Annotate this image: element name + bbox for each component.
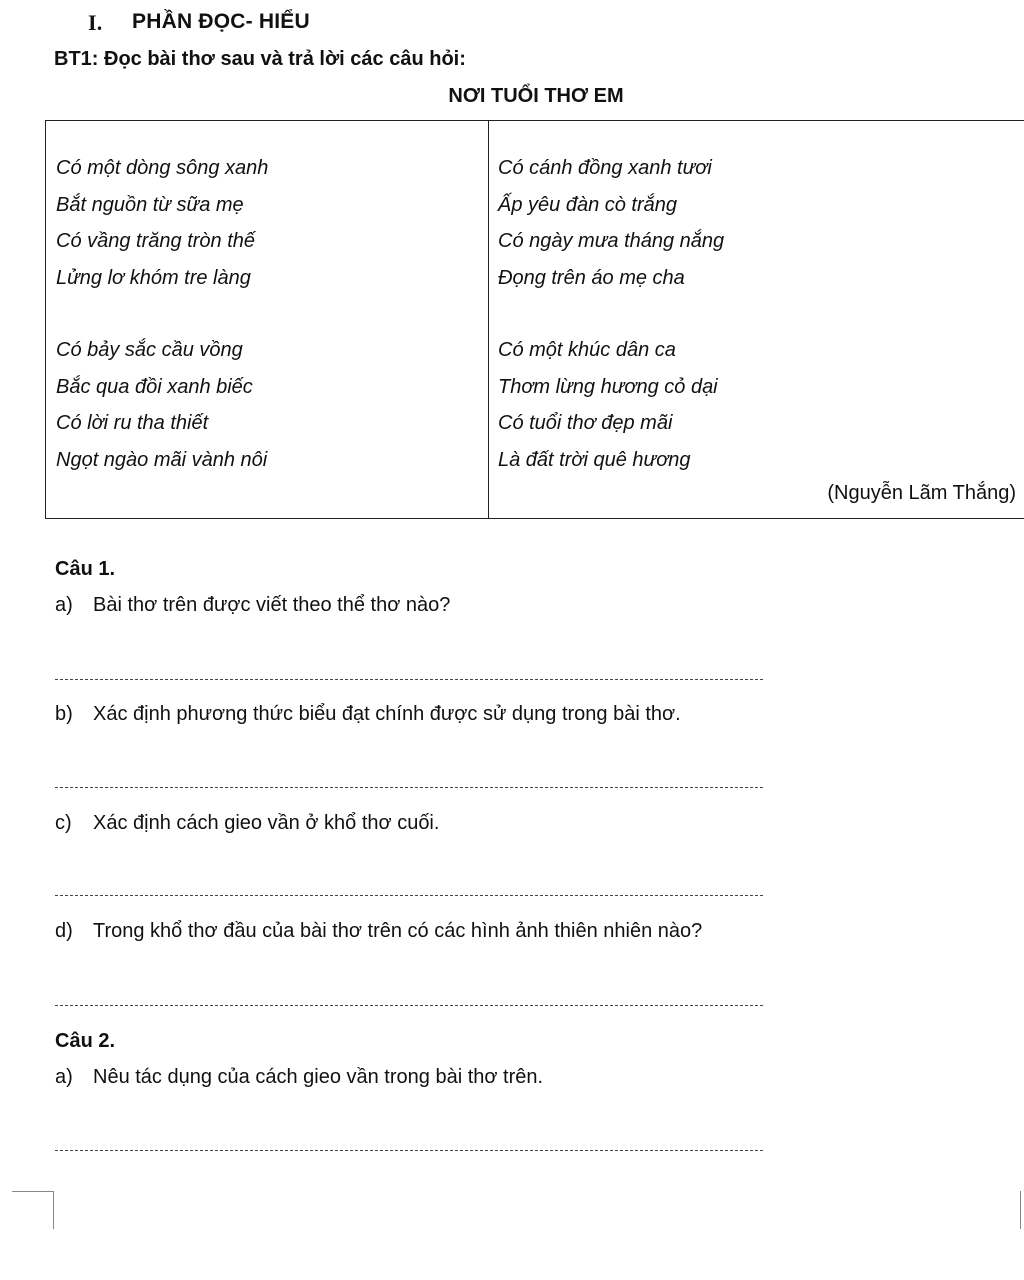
question-1c	[55, 812, 439, 835]
poem-line: Ấp yêu đàn cò trắng	[498, 193, 678, 216]
answer-line-1d[interactable]	[55, 1005, 763, 1006]
question-text: Nêu tác dụng của cách gieo vần trong bài thơ trên.	[93, 1066, 544, 1088]
poem-left-stanza-1	[56, 150, 268, 296]
poem-line: Có một dòng sông xanh	[56, 157, 269, 179]
section-numeral: I.	[88, 10, 103, 35]
page-corner-mark-left	[12, 1191, 54, 1229]
question-letter: d)	[55, 920, 73, 942]
exercise-title: BT1: Đọc bài thơ sau và trả lời các câu hỏi:	[54, 48, 466, 70]
poem-line: Có tuổi thơ đẹp mãi	[498, 412, 673, 434]
poem-line: Có cánh đồng xanh tươi	[498, 157, 712, 179]
poem-line: Có lời ru tha thiết	[56, 412, 209, 434]
question-text: Bài thơ trên được viết theo thể thơ nào?	[93, 594, 451, 616]
section-title: PHẦN ĐỌC- HIỂU	[132, 10, 310, 33]
question-2-heading: Câu 2.	[55, 1030, 116, 1052]
question-1-heading: Câu 1.	[55, 558, 116, 580]
question-1a	[55, 594, 450, 617]
answer-line-1b[interactable]	[55, 787, 763, 788]
question-text: Xác định cách gieo vần ở khổ thơ cuối.	[93, 812, 440, 834]
poem-line: Là đất trời quê hương	[498, 448, 691, 471]
answer-line-1c[interactable]	[55, 895, 763, 896]
poem-line: Có bảy sắc cầu vồng	[56, 339, 243, 361]
poem-line: Có ngày mưa tháng nắng	[498, 230, 725, 252]
poem-line: Ngọt ngào mãi vành nôi	[56, 448, 268, 471]
poem-line: Thơm lừng hương cỏ dại	[498, 375, 718, 398]
question-text: Xác định phương thức biểu đạt chính được sử dụng trong bài thơ.	[93, 703, 681, 725]
question-2a	[55, 1066, 543, 1089]
poem-column-divider	[488, 120, 489, 519]
poem-line: Đọng trên áo mẹ cha	[498, 266, 685, 289]
section-heading	[88, 10, 310, 36]
poem-line: Lửng lơ khóm tre làng	[56, 266, 251, 289]
poem-line: Có vầng trăng tròn thế	[56, 230, 256, 252]
question-letter: b)	[55, 703, 73, 725]
poem-line: Bắt nguồn từ sữa mẹ	[56, 193, 244, 216]
question-1d	[55, 920, 702, 943]
poem-right-stanza-1	[498, 150, 724, 296]
poem-left-stanza-2	[56, 332, 267, 478]
poem-line: Có một khúc dân ca	[498, 339, 676, 361]
question-letter: c)	[55, 812, 72, 834]
question-1b	[55, 703, 681, 726]
page-corner-mark-right	[1020, 1191, 1024, 1229]
poem-right-stanza-2	[498, 332, 718, 478]
question-letter: a)	[55, 1066, 73, 1088]
poem-title: NƠI TUỔI THƠ EM	[448, 85, 624, 107]
answer-line-1a[interactable]	[55, 679, 763, 680]
answer-line-2a[interactable]	[55, 1150, 763, 1151]
poem-author: (Nguyễn Lãm Thắng)	[827, 482, 1016, 504]
poem-line: Bắc qua đồi xanh biếc	[56, 375, 253, 398]
question-letter: a)	[55, 594, 73, 616]
question-text: Trong khổ thơ đầu của bài thơ trên có các hình ảnh thiên nhiên nào?	[93, 920, 703, 942]
